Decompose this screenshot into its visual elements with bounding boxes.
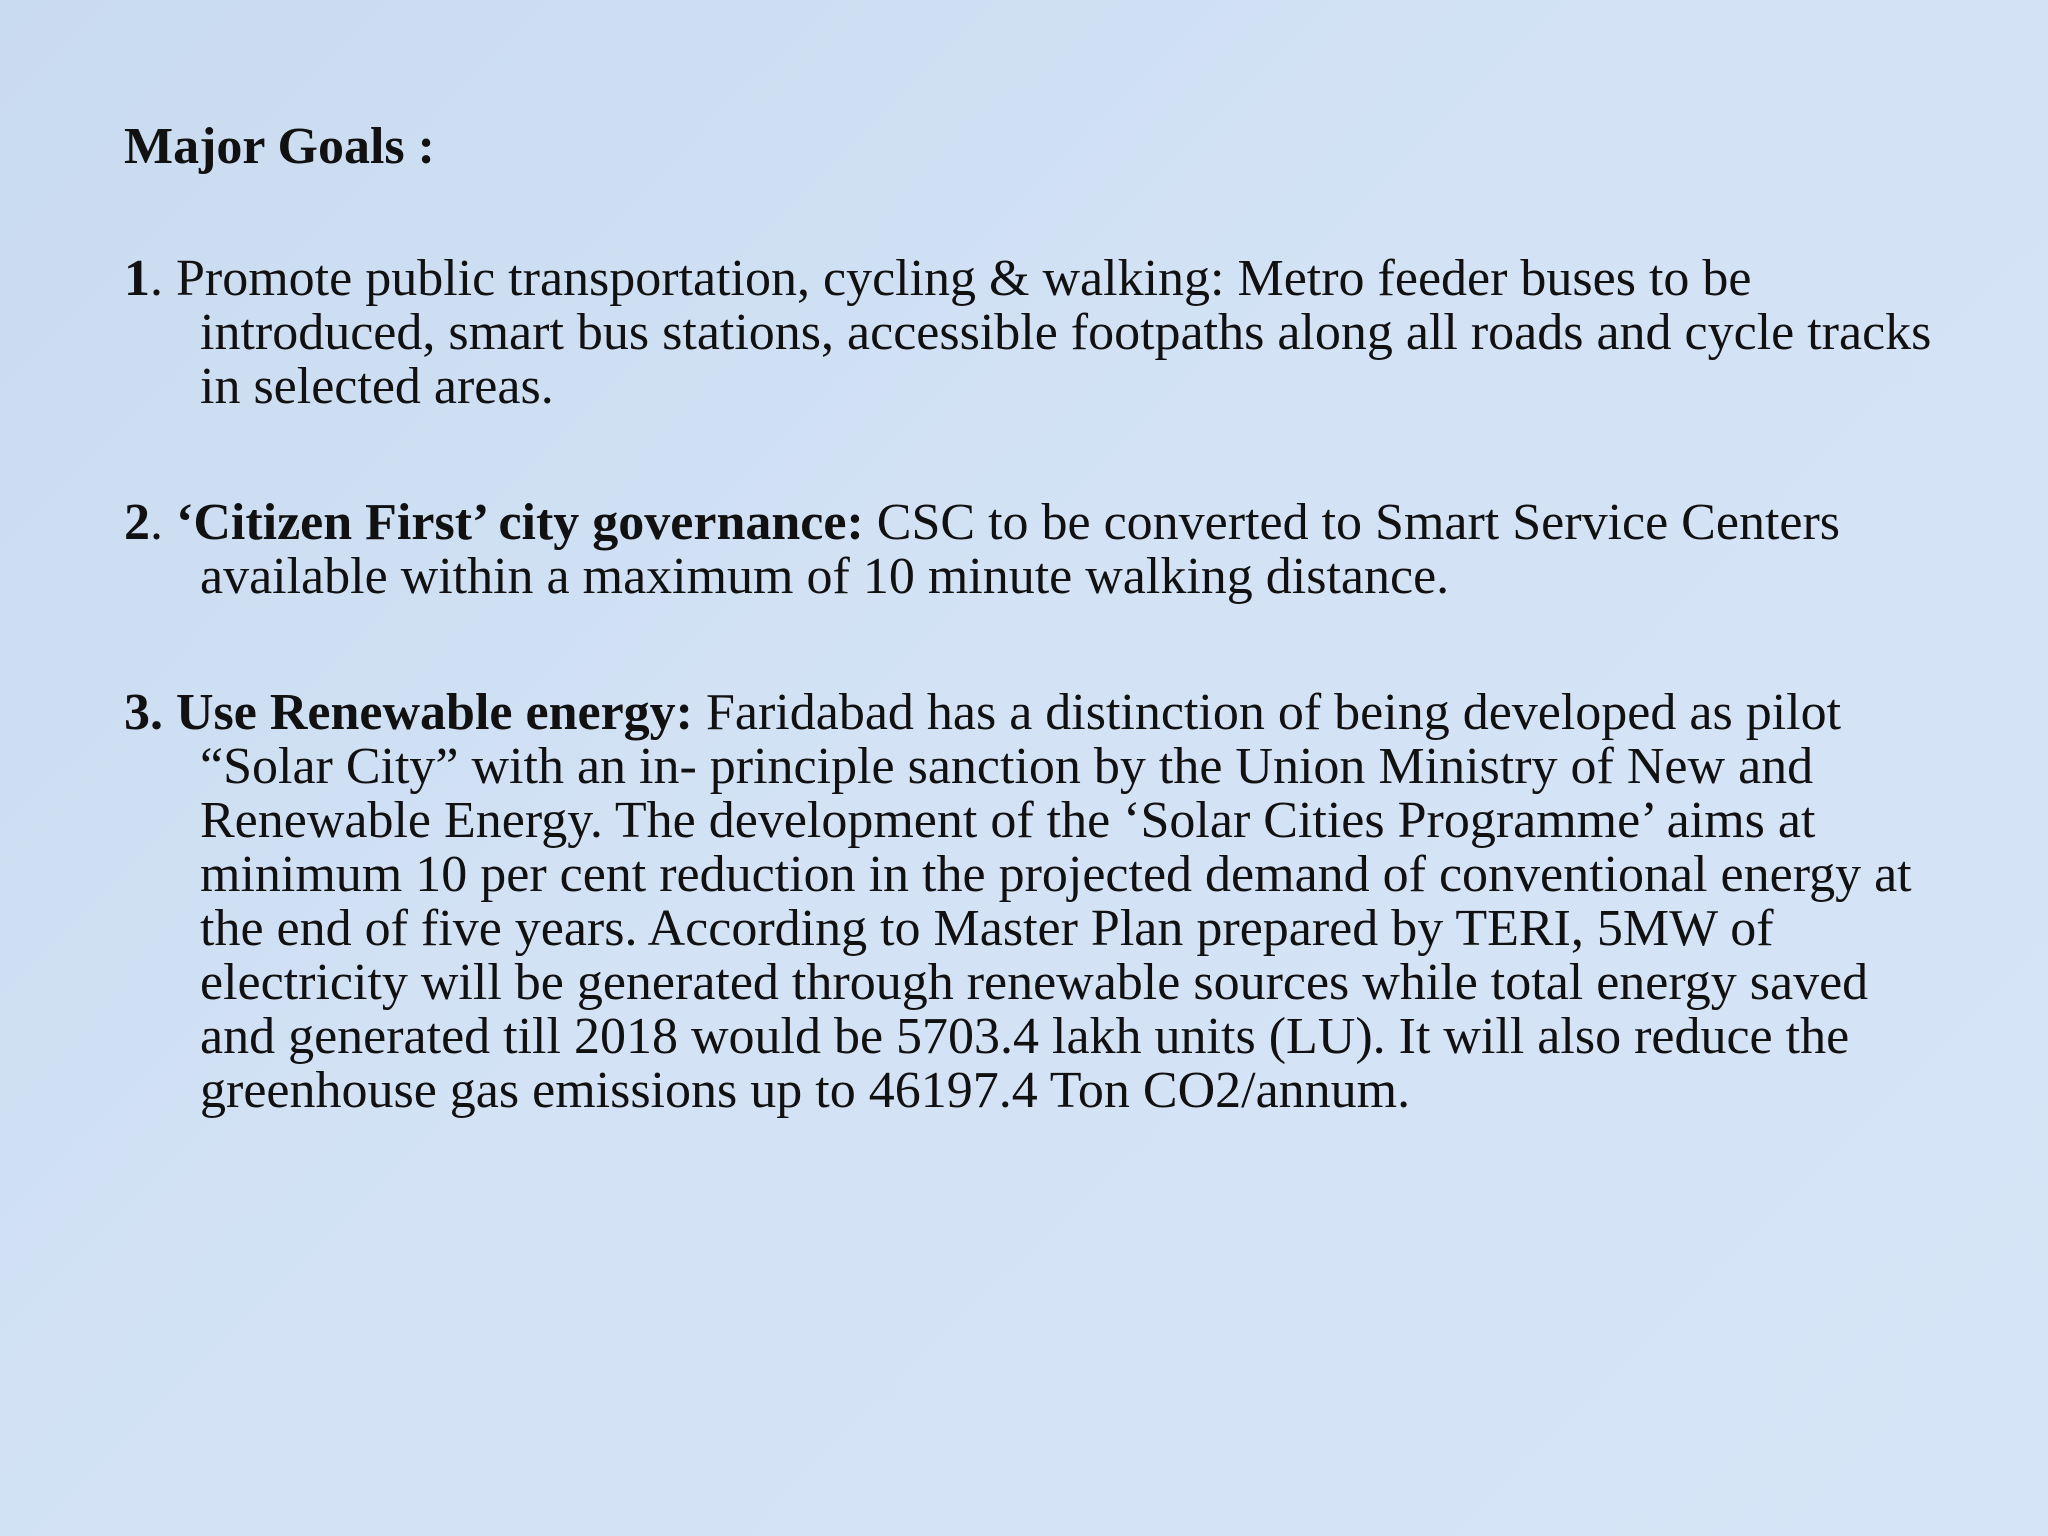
goal-item-1 <box>124 252 1944 414</box>
goal-3-number: 3. <box>124 684 163 742</box>
goal-2-text: CSC to be converted to Smart Service Centers available within a maximum of 10 minute walking distance. <box>200 494 1841 606</box>
slide-heading: Major Goals : <box>124 118 435 175</box>
goal-2-title: ‘Citizen First’ city governance: <box>176 494 864 552</box>
goal-1-number-suffix: . <box>150 250 176 308</box>
goal-2-number: 2 <box>124 494 150 552</box>
goal-item-2 <box>124 496 1944 604</box>
slide-content <box>124 118 1944 1118</box>
goal-3-title: Use Renewable energy: <box>176 684 693 742</box>
goal-3-text: Faridabad has a distinction of being developed as pilot “Solar City” with an in- principle sanction by the Union Ministry of New and Renewable Energy. The development of the ‘Solar Cities Programme’ aims at minimum 10 per cent reduction in the projected demand of conventional energy at the end of five years. According to Master Plan prepared by TERI, 5MW of electricity will be generated through renewable sources while total energy saved and generated till 2018 would be 5703.4 lakh units (LU). It will also reduce the greenhouse gas emissions up to 46197.4 Ton CO2/annum. <box>200 684 1912 1120</box>
goal-1-number: 1 <box>124 250 150 308</box>
goal-3-number-suffix <box>163 684 176 741</box>
goal-2-number-suffix: . <box>150 494 176 552</box>
goal-1-text: Promote public transportation, cycling & walking: Metro feeder buses to be introduced, smart bus stations, accessible footpaths along all roads and cycle tracks in selected areas. <box>176 250 1932 416</box>
goal-item-3 <box>124 686 1944 1118</box>
